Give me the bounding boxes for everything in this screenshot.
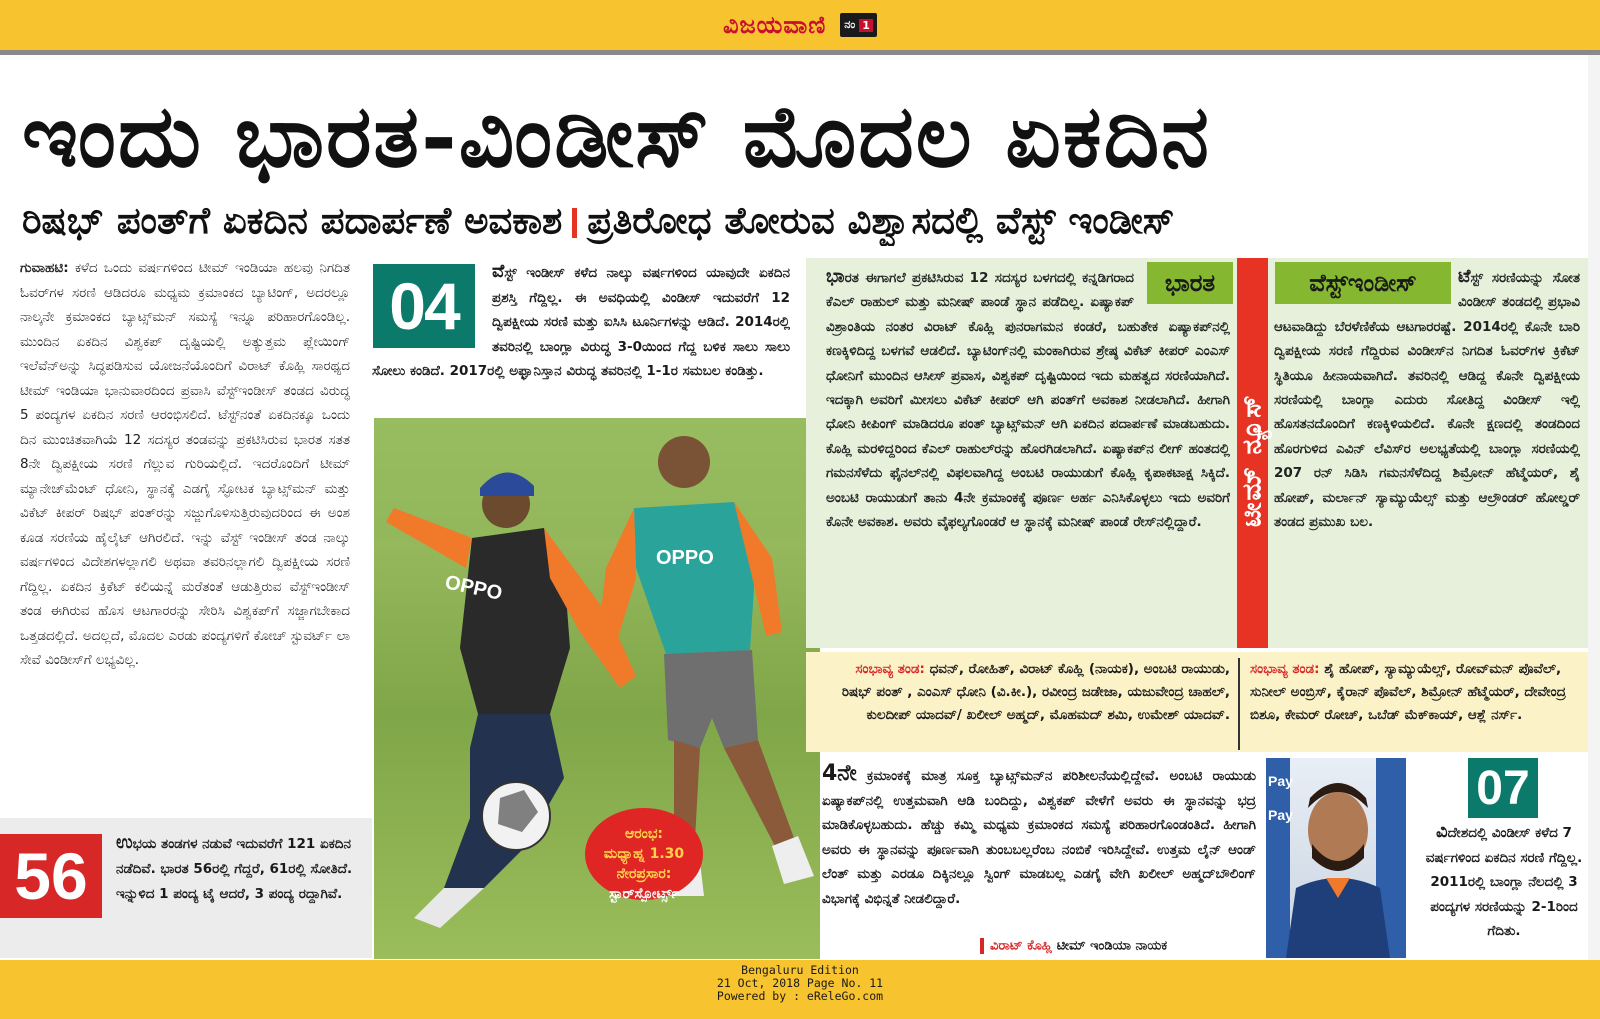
credit-role: ಟೀಮ್ ಇಂಡಿಯಾ ನಾಯಕ xyxy=(1052,938,1168,954)
team-news-label: ಟೀಮ್ ನ್ಯೂಸ್ xyxy=(1237,393,1268,527)
broadcaster: ಸ್ಟಾರ್‌ಸ್ಪೋರ್ಟ್ಸ್ xyxy=(609,886,679,902)
masthead-divider xyxy=(0,50,1600,55)
backdrop-text: Pay xyxy=(1268,773,1293,789)
credit-name: ವಿರಾಟ್ ಕೊಹ್ಲಿ xyxy=(990,938,1053,954)
india-squad-label: ಸಂಭಾವ್ಯ ತಂಡ: xyxy=(855,661,925,677)
jersey-text-right: OPPO xyxy=(656,547,714,569)
stat-07-number: 07 xyxy=(1468,758,1538,818)
main-headline: ಇಂದು ಭಾರತ-ವಿಂಡೀಸ್ ಮೊದಲ ಏಕದಿನ xyxy=(22,86,1211,187)
broadcast-label: ನೇರಪ್ರಸಾರ: xyxy=(616,866,672,882)
footer-edition: Bengaluru Edition xyxy=(741,963,859,977)
quote-body: ಕ್ರಮಾಂಕಕ್ಕೆ ಮಾತ್ರ ಸೂಕ್ತ ಬ್ಯಾಟ್ಸ್‌ಮನ್‌ನ ಪರಿಶೀಲನೆಯಲ್ಲಿದ್ದೇವೆ. ಅಂಬಟಿ ರಾಯುಡು ಏಷ್ಯಾಕಪ್‌ನಲ್ಲಿ ಉತ್ತಮವಾಗಿ ಆಡಿ ಬಂದಿದ್ದು, ವಿಶ್ವಕಪ್ ವೇಳೆಗೆ ಅವರು ಈ ಸ್ಥಾನವನ್ನು ಭದ್ರ ಮಾಡಿಕೊಳ್ಳಬಹುದು. ಹೆಚ್ಚು ಕಮ್ಮಿ ಮಧ್ಯಮ ಕ್ರಮಾಂಕದ ಸಮಸ್ಯೆ ಪರಿಹಾರಗೊಂಡಂತಿದೆ. ಹೀಗಾಗಿ ಅವರು ಈ ಸ್ಥಾನವನ್ನು ಪೂರ್ಣವಾಗಿ ತುಂಬಬಲ್ಲರೆಂಬ ನಂಬಿಕೆ ಇರಿಸಿದ್ದೇವೆ. ಉತ್ತಮ ಲೈನ್ ಆಂಡ್ ಲೆಂತ್ ಮತ್ತು ಎರಡೂ ದಿಕ್ಕಿನಲ್ಲೂ ಸ್ವಿಂಗ್ ಮಾಡಬಲ್ಲ ಎಡಗೈ ವೇಗಿ ಖಲೀಲ್ ಅಹ್ಮದ್‌ಬೌಲಿಂಗ್ ವಿಭಾಗಕ್ಕೆ ವಿಭಿನ್ನತೆ ನೀಡಲಿದ್ದಾರೆ. xyxy=(822,768,1256,907)
footer-date-page: 21 Oct, 2018 Page No. 11 xyxy=(716,976,884,990)
west-indies-article xyxy=(1274,265,1580,640)
kohli-illustration xyxy=(1266,758,1406,958)
india-lead: ಭಾ xyxy=(826,266,845,287)
wi-squad-list: ಶೈ ಹೋಪ್, ಸ್ಯಾಮ್ಯುಯೆಲ್ಸ್, ರೋವ್‌ಮನ್ ಪೊವೆಲ್, ಸುನೀಲ್ ಅಂಬ್ರಿಸ್, ಕೈರಾನ್ ಪೊವೆಲ್, ಶಿಮ್ರೋನ್ ಹೆಟ್ಮೆಯರ್, ದೇವೇಂದ್ರ ಬಿಶೂ, ಕೇಮರ್ ರೋಚ್, ಒಬೆಡ್ ಮೆಕ್‌ಕಾಯ್, ಆಶ್ಲೆ ನರ್ಸ್. xyxy=(1250,661,1566,723)
backdrop-text-2: Pay xyxy=(1268,807,1293,823)
left-article xyxy=(20,256,350,816)
stat-04-body: ಸ್ಟ್ ಇಂಡೀಸ್ ಕಳೆದ ನಾಲ್ಕು ವರ್ಷಗಳಿಂದ ಯಾವುದೇ ಏಕದಿನ ಪ್ರಶಸ್ತಿ ಗೆದ್ದಿಲ್ಲ. ಈ ಅವಧಿಯಲ್ಲಿ ವಿಂಡೀಸ್ ಇದುವರೆಗೆ 12 ದ್ವಿಪಕ್ಷೀಯ ಸರಣಿ ಮತ್ತು ಐಸಿಸಿ ಟೂರ್ನಿಗಳನ್ನು ಆಡಿದೆ. 2014ರಲ್ಲಿ ತವರಿನಲ್ಲಿ ಬಾಂಗ್ಲಾ ವಿರುದ್ಧ 3-0ಯಿಂದ ಗೆದ್ದ ಬಳಿಕ ಸಾಲು ಸಾಲು ಸೋಲು ಕಂಡಿದೆ. 2017ರಲ್ಲಿ ಅಫ್ಘಾನಿಸ್ತಾನ ವಿರುದ್ಧ ತವರಿನಲ್ಲಿ 1-1ರ ಸಮಬಲ ಕಂಡಿತ್ತು. xyxy=(372,265,790,379)
page-edge xyxy=(1588,55,1600,960)
india-label: ಭಾರತ xyxy=(1147,262,1233,304)
start-time: ಮಧ್ಯಾಹ್ನ 1.30 xyxy=(603,846,685,862)
kohli-quote xyxy=(822,762,1256,958)
footer-bar xyxy=(0,960,1600,1019)
footer-powered: Powered by : eReleGo.com xyxy=(716,989,884,1003)
india-body: ರತ ಈಗಾಗಲೆ ಪ್ರಕಟಿಸಿರುವ 12 ಸದಸ್ಯರ ಬಳಗದಲ್ಲಿ ಕನ್ನಡಿಗರಾದ ಕೆಎಲ್ ರಾಹುಲ್ ಮತ್ತು ಮನೀಷ್ ಪಾಂಡೆ ಸ್ಥಾನ ಪಡೆದಿಲ್ಲ. ಏಷ್ಯಾಕಪ್ ವಿಶ್ರಾಂತಿಯ ನಂತರ ವಿರಾಟ್ ಕೊಹ್ಲಿ ಪುನರಾಗಮನ ಕಂಡರೆ, ಬಹುತೇಕ ಏಷ್ಯಾಕಪ್‌ನಲ್ಲಿ ಕಣಕ್ಕಿಳಿದಿದ್ದ ಬಳಗವೆ ಆಡಲಿದೆ. ಬ್ಯಾಟಿಂಗ್‌ನಲ್ಲಿ ಮಂಕಾಗಿರುವ ಶ್ರೇಷ್ಠ ವಿಕೆಟ್ ಕೀಪರ್ ಎಂಎಸ್ ಧೋನಿಗೆ ಮುಂದಿನ ಆಸೀಸ್ ಪ್ರವಾಸ, ವಿಶ್ವಕಪ್ ದೃಷ್ಟಿಯಿಂದ ಇದು ಮಹತ್ವದ ಸರಣಿಯಾಗಿದೆ. ಇದಕ್ಕಾಗಿ ಅವರಿಗೆ ಮೀಸಲು ವಿಕೆಟ್ ಕೀಪರ್ ಆಗಿ ಪಂತ್‌ಗೆ ಅವಕಾಶ ನೀಡಲಾಗಿದೆ. ಹೀಗಾಗಿ ಧೋನಿ ಕೀಪಿಂಗ್ ಮಾಡಿದರೂ ಪಂತ್ ಬ್ಯಾಟ್ಸ್‌ಮನ್ ಆಗಿ ಏಕದಿನ ಪದಾರ್ಪಣೆ ಮಾಡಬಹುದು. ಕೊಹ್ಲಿ ಮರಳಿದ್ದರಿಂದ ಕೆಎಲ್ ರಾಹುಲ್‌ರನ್ನು ಹೊರಗಿಡಲಾಗಿದೆ. ಏಷ್ಯಾಕಪ್‌ನ ಲೀಗ್ ಹಂತದಲ್ಲಿ ಗಮನಸೆಳೆದು ಫೈನಲ್‌ನಲ್ಲಿ ವಿಫಲವಾಗಿದ್ದ ಅಂಬಟಿ ರಾಯುಡುಗೆ ಕೊಹ್ಲಿ ಕೃಪಾಕಟಾಕ್ಷ ಸಿಕ್ಕಿದೆ. ಅಂಬಟಿ ರಾಯುಡುಗೆ ತಾನು 4ನೇ ಕ್ರಮಾಂಕಕ್ಕೆ ಪೂರ್ಣ ಅರ್ಹ ಎನಿಸಿಕೊಳ್ಳಲು ಇದು ಅವರಿಗೆ ಕೊನೇ ಅವಕಾಶ. ಅವರು ವೈಫಲ್ಯಗೊಂಡರೆ ಆ ಸ್ಥಾನಕ್ಕೆ ಮನೀಷ್ ಪಾಂಡೆ ರೇಸ್‌ನಲ್ಲಿದ್ದಾರೆ. xyxy=(826,270,1230,531)
stat-04-number: 04 xyxy=(373,264,475,348)
wi-body: ಸ್ಟ್ ಸರಣಿಯನ್ನು ಸೋತ ವಿಂಡೀಸ್ ತಂಡದಲ್ಲಿ ಪ್ರಭಾವಿ ಆಟವಾಡಿದ್ದು ಬೆರಳೆಣಿಕೆಯ ಆಟಗಾರರಷ್ಟೆ. 2014ರಲ್ಲಿ ಕೊನೇ ಬಾರಿ ದ್ವಿಪಕ್ಷೀಯ ಸರಣಿ ಗೆದ್ದಿರುವ ವಿಂಡೀಸ್‌ನ ನಿಗದಿತ ಓವರ್‌ಗಳ ಕ್ರಿಕೆಟ್ ಸ್ಥಿತಿಯೂ ಹೀನಾಯವಾಗಿದೆ. ತವರಿನಲ್ಲಿ ಆಡಿದ್ದ ಕೊನೇ ದ್ವಿಪಕ್ಷೀಯ ಸರಣಿಯಲ್ಲಿ ಬಾಂಗ್ಲಾ ಎದುರು ಸೋತಿದ್ದ ವಿಂಡೀಸ್ ಇಲ್ಲಿ ಹೊಸತನದೊಂದಿಗೆ ಕಣಕ್ಕಿಳಿಯಲಿದೆ. ಕೊನೇ ಕ್ಷಣದಲ್ಲಿ ತಂಡದಿಂದ ಹೊರಗುಳಿದ ಎವಿನ್ ಲೆವಿಸ್‌ರ ಅಲಭ್ಯತೆಯಲ್ಲಿ ಬಾಂಗ್ಲಾ ಸರಣಿಯಲ್ಲಿ 207 ರನ್ ಸಿಡಿಸಿ ಗಮನಸೆಳೆದಿದ್ದ ಶಿಮ್ರೋನ್ ಹೆಟ್ಮೆಯರ್, ಶೈ ಹೋಪ್, ಮರ್ಲಾನ್ ಸ್ಯಾಮ್ಯುಯೆಲ್ಸ್ ಮತ್ತು ಆಲ್ರೌಂಡರ್ ಹೋಲ್ಡರ್ ತಂಡದ ಪ್ರಮುಖ ಬಲ. xyxy=(1274,270,1580,531)
stat-07-lead: ವಿ xyxy=(1436,821,1448,842)
match-timing-badge xyxy=(585,808,703,900)
quote-credit xyxy=(980,938,1256,958)
sub-headline-right: ಪ್ರತಿರೋಧ ತೋರುವ ವಿಶ್ವಾಸದಲ್ಲಿ ವೆಸ್ಟ್ ಇಂಡೀಸ್ xyxy=(587,199,1175,242)
wi-lead: ಟೆ xyxy=(1458,266,1471,287)
article-body: ಕಳೆದ ಒಂದು ವರ್ಷಗಳಿಂದ ಟೀಮ್ ಇಂಡಿಯಾ ಹಲವು ನಿಗದಿತ ಓವರ್‌ಗಳ ಸರಣಿ ಆಡಿದರೂ ಮಧ್ಯಮ ಕ್ರಮಾಂಕದ ಬ್ಯಾಟಿಂಗ್, ಅದರಲ್ಲೂ ನಾಲ್ಕನೇ ಕ್ರಮಾಂಕದ ಬ್ಯಾಟ್ಸ್‌ಮನ್ ಸಮಸ್ಯೆ ಇನ್ನೂ ಪರಿಹಾರಗೊಂಡಿಲ್ಲ. ಮುಂದಿನ ಏಕದಿನ ವಿಶ್ವಕಪ್ ದೃಷ್ಟಿಯಲ್ಲಿ ಅತ್ಯುತ್ತಮ ಪ್ಲೇಯಿಂಗ್ ಇಲೆವೆನ್‌ಅನ್ನು ಸಿದ್ಧಪಡಿಸುವ ಯೋಜನೆಯೊಂದಿಗೆ ವಿರಾಟ್ ಕೊಹ್ಲಿ ಸಾರಥ್ಯದ ಟೀಮ್ ಇಂಡಿಯಾ ಭಾನುವಾರದಿಂದ ಪ್ರವಾಸಿ ವೆಸ್ಟ್‌ಇಂಡೀಸ್ ತಂಡದ ವಿರುದ್ಧ 5 ಪಂದ್ಯಗಳ ಏಕದಿನ ಸರಣಿ ಆರಂಭಿಸಲಿದೆ. ಟೆಸ್ಟ್‌ನಂತೆ ಏಕದಿನಕ್ಕೂ ಒಂದು ದಿನ ಮುಂಚಿತವಾಗಿಯೆ 12 ಸದಸ್ಯರ ತಂಡವನ್ನು ಪ್ರಕಟಿಸಿರುವ ಭಾರತ ಸತತ 8ನೇ ದ್ವಿಪಕ್ಷೀಯ ಸರಣಿ ಗೆಲ್ಲುವ ಗುರಿಯಲ್ಲಿದೆ. ಇದರೊಂದಿಗೆ ಟೀಮ್ ಮ್ಯಾನೇಜ್‌ಮೆಂಟ್ ಧೋನಿ, ಸ್ಥಾನಕ್ಕೆ ಎಡಗೈ ಸ್ಫೋಟಕ ಬ್ಯಾಟ್ಸ್‌ಮನ್ ಮತ್ತು ವಿಕೆಟ್ ಕೀಪರ್ ರಿಷಭ್ ಪಂತ್‌ರನ್ನು ಸಜ್ಜುಗೊಳಿಸುತ್ತಿರುವುದರಿಂದ ಈ ಅಂಶ ಕೂಡ ಸರಣಿಯ ಹೈಲೈಟ್ ಆಗಿರಲಿದೆ. ಇನ್ನು ವೆಸ್ಟ್ ಇಂಡೀಸ್ ತಂಡ ನಾಲ್ಕು ವರ್ಷಗಳಿಂದ ವಿದೇಶಗಳಲ್ಲಾಗಲಿ ಅಥವಾ ತವರಿನಲ್ಲಾಗಲಿ ದ್ವಿಪಕ್ಷೀಯ ಸರಣಿ ಗೆದ್ದಿಲ್ಲ. ಏಕದಿನ ಕ್ರಿಕೆಟ್ ಕಲಿಯನ್ನೆ ಮರೆತಂತೆ ಆಡುತ್ತಿರುವ ವೆಸ್ಟ್‌ಇಂಡೀಸ್ ತಂಡ ಈಗಿರುವ ಹೊಸ ಆಟಗಾರರನ್ನು ಸೇರಿಸಿ ವಿಶ್ವಕಪ್‌ಗೆ ಸಜ್ಜಾಗಬೇಕಾದ ಒತ್ತಡದಲ್ಲಿದೆ. ಅದಲ್ಲದೆ, ಮೊದಲ ಎರಡು ಪಂದ್ಯಗಳಿಗೆ ಕೋಚ್ ಸ್ಟುವರ್ಟ್ ಲಾ ಸೇವೆ ವಿಂಡೀಸ್‌ಗೆ ಲಭ್ಯವಿಲ್ಲ. xyxy=(20,260,350,668)
credit-bar xyxy=(980,938,984,954)
article-dateline: ಗುವಾಹಟಿ: xyxy=(20,260,69,276)
jersey-text-left: OPPO xyxy=(442,571,505,605)
india-spacer xyxy=(1134,265,1230,311)
sub-headline xyxy=(22,196,1582,246)
quote-lead: 4ನೇ xyxy=(822,762,857,786)
squad-divider xyxy=(1238,658,1240,750)
stat-56-body: ಭಯ ತಂಡಗಳ ನಡುವೆ ಇದುವರೆಗೆ 121 ಏಕದಿನ ನಡೆದಿವೆ. ಭಾರತ 56ರಲ್ಲಿ ಗೆದ್ದರೆ, 61ರಲ್ಲಿ ಸೋತಿದೆ. ಇನ್ನುಳಿದ 1 ಪಂದ್ಯ ಟೈ ಆದರೆ, 3 ಪಂದ್ಯ ರದ್ದಾಗಿವೆ. xyxy=(116,836,353,902)
india-squad xyxy=(822,658,1230,750)
badge-one: 1 xyxy=(859,19,873,32)
india-article xyxy=(826,265,1230,640)
wi-squad xyxy=(1250,658,1580,750)
stat-56-number: 56 xyxy=(0,834,102,918)
badge-no: ನಂ xyxy=(844,18,856,31)
kohli-photo xyxy=(1266,758,1406,958)
india-squad-list: ಧವನ್, ರೋಹಿತ್, ವಿರಾಟ್ ಕೊಹ್ಲಿ (ನಾಯಕ), ಅಂಬಟಿ ರಾಯುಡು, ರಿಷಭ್ ಪಂತ್ , ಎಂಎಸ್ ಧೋನಿ (ವಿ.ಕೀ.), ರವೀಂದ್ರ ಜಡೇಜಾ, ಯಜುವೇಂದ್ರ ಚಾಹಲ್, ಕುಲದೀಪ್ ಯಾದವ್/ ಖಲೀಲ್ ಅಹ್ಮದ್, ಮೊಹಮದ್ ಶಮಿ, ಉಮೇಶ್ ಯಾದವ್. xyxy=(841,661,1230,723)
stat-04-lead: ವೆ xyxy=(492,261,505,282)
sub-headline-left: ರಿಷಭ್ ಪಂತ್‌ಗೆ ಏಕದಿನ ಪದಾರ್ಪಣೆ ಅವಕಾಶ xyxy=(22,199,563,242)
stat-07-text xyxy=(1418,820,1590,960)
wi-spacer xyxy=(1274,265,1458,311)
number-one-badge xyxy=(840,13,877,37)
start-label: ಆರಂಭ: xyxy=(624,826,663,842)
masthead-bar xyxy=(0,0,1600,50)
newspaper-brand: ವಿಜಯವಾಣಿ xyxy=(723,11,827,39)
stat-56-lead: ಉ xyxy=(116,832,133,853)
west-indies-label: ವೆಸ್ಟ್‌ಇಂಡೀಸ್ xyxy=(1275,262,1451,304)
stat-07-body: ದೇಶದಲ್ಲಿ ವಿಂಡೀಸ್ ಕಳೆದ 7 ವರ್ಷಗಳಿಂದ ಏಕದಿನ ಸರಣಿ ಗೆದ್ದಿಲ್ಲ. 2011ರಲ್ಲಿ ಬಾಂಗ್ಲಾ ನೆಲದಲ್ಲಿ 3 ಪಂದ್ಯಗಳ ಸರಣಿಯನ್ನು 2-1ರಿಂದ ಗೆದಿತು. xyxy=(1425,825,1583,939)
sub-headline-separator xyxy=(572,208,577,238)
wi-squad-label: ಸಂಭಾವ್ಯ ತಂಡ: xyxy=(1250,661,1320,677)
